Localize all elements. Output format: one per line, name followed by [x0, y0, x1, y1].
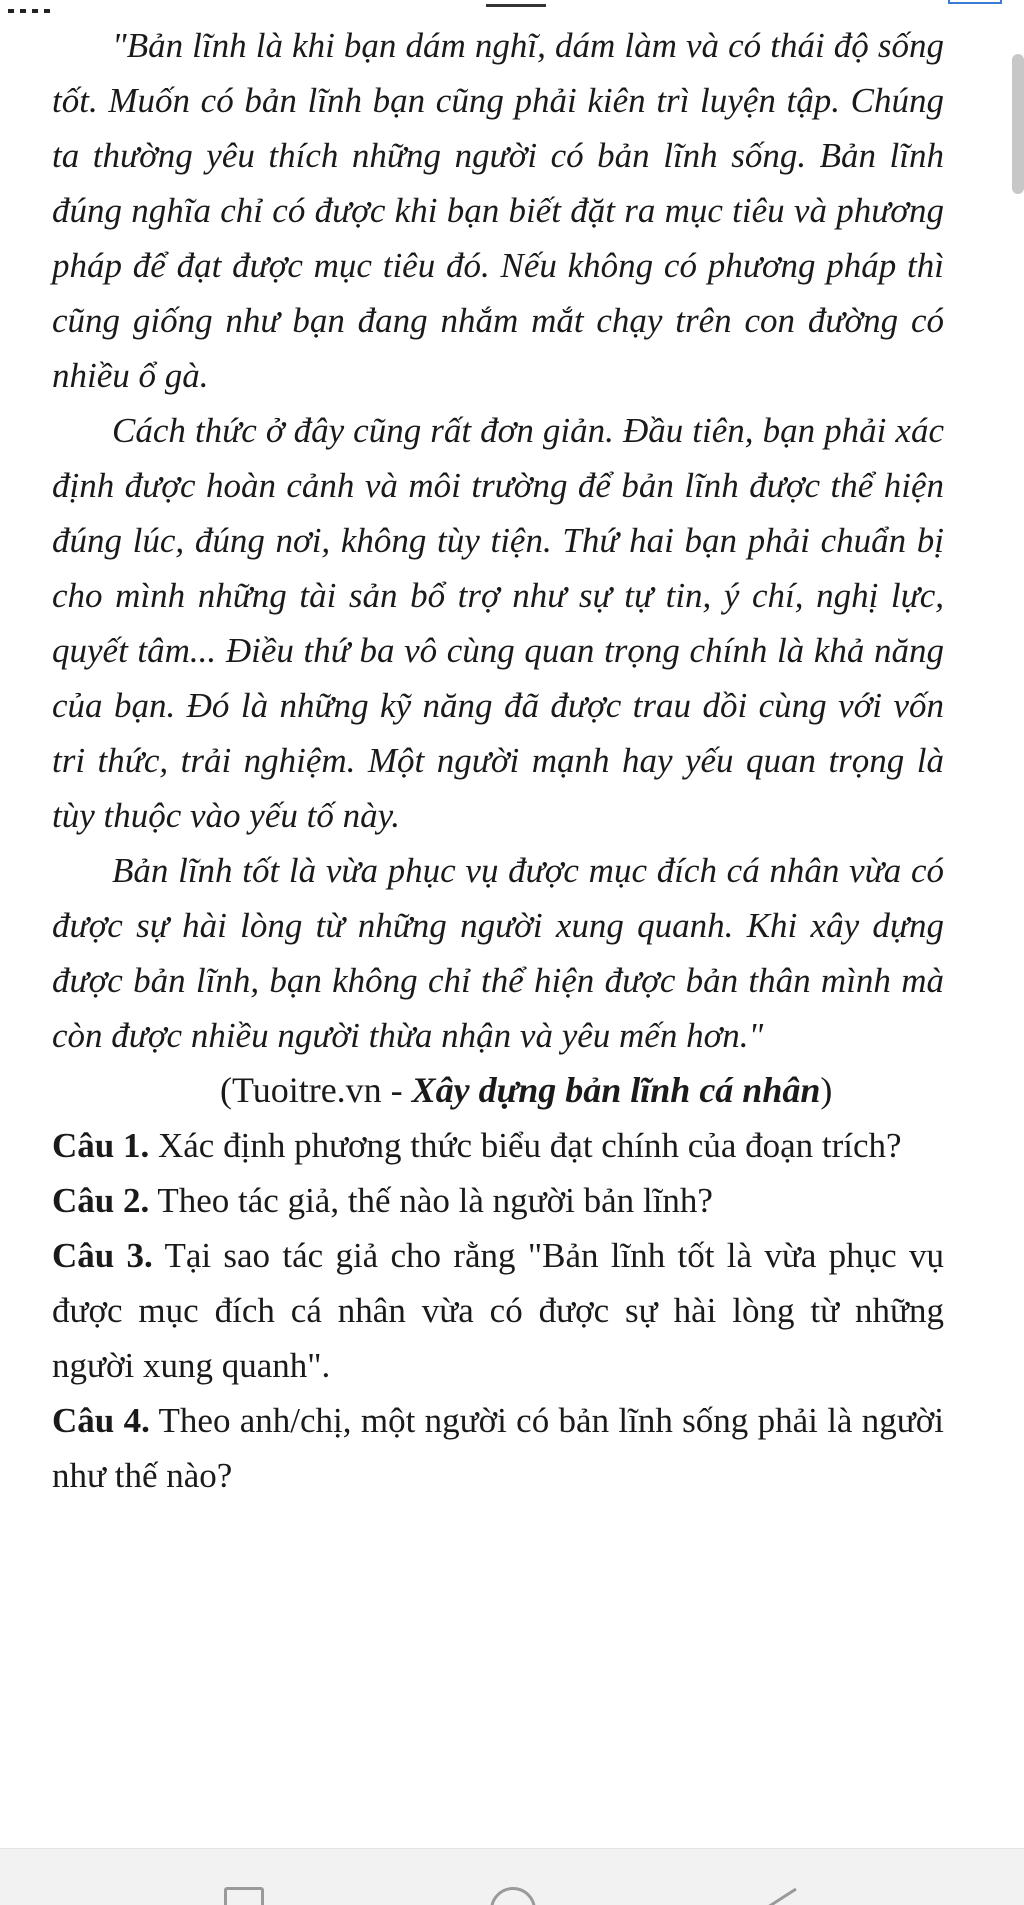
document-page — [0, 18, 1024, 1848]
question-4 — [0, 1393, 1024, 1503]
question-3 — [0, 1228, 1024, 1393]
back-arrow-shape — [762, 1887, 802, 1905]
passage-paragraph-1: "Bản lĩnh là khi bạn dám nghĩ, dám làm và có thái độ sống tốt. Muốn có bản lĩnh bạn cũng phải kiên trì luyện tập. Chúng ta thường yêu thích những người có bản lĩnh sống. Bản lĩnh đúng nghĩa chỉ có được khi bạn biết đặt ra mục tiêu và phương pháp để đạt được mục tiêu đó. Nếu không có phương pháp thì cũng giống như bạn đang nhắm mắt chạy trên con đường có nhiều ổ gà. — [52, 26, 944, 395]
source-title: Xây dựng bản lĩnh cá nhân — [411, 1070, 821, 1110]
passage-paragraph-3: Bản lĩnh tốt là vừa phục vụ được mục đích cá nhân vừa có được sự hài lòng từ những người xung quanh. Khi xây dựng được bản lĩnh, bạn không chỉ thể hiện được bản thân mình mà còn được nhiều người thừa nhận và yêu mến hơn." — [52, 851, 944, 1055]
question-text: Theo tác giả, thế nào là người bản lĩnh? — [149, 1181, 713, 1220]
source-close: ) — [820, 1070, 833, 1110]
question-1 — [0, 1118, 1024, 1173]
question-label: Câu 4. — [52, 1401, 150, 1440]
battery-icon — [948, 0, 1002, 4]
question-label: Câu 3. — [52, 1236, 153, 1275]
passage-paragraph-2: Cách thức ở đây cũng rất đơn giản. Đầu tiên, bạn phải xác định được hoàn cảnh và môi trường để bản lĩnh được thể hiện đúng lúc, đúng nơi, không tùy tiện. Thứ hai bạn phải chuẩn bị cho mình những tài sản bổ trợ như sự tự tin, ý chí, nghị lực, quyết tâm... Điều thứ ba vô cùng quan trọng chính là khả năng của bạn. Đó là những kỹ năng đã được trau dồi cùng với vốn tri thức, trải nghiệm. Một người mạnh hay yếu quan trọng là tùy thuộc vào yếu tố này. — [52, 411, 944, 835]
question-text: Theo anh/chị, một người có bản lĩnh sống phải là người như thế nào? — [52, 1401, 944, 1495]
question-label: Câu 2. — [52, 1181, 150, 1220]
status-bar — [0, 0, 1024, 8]
question-text: Tại sao tác giả cho rằng "Bản lĩnh tốt là vừa phục vụ được mục đích cá nhân vừa có được sự hài lòng từ những người xung quanh". — [52, 1236, 944, 1385]
back-icon[interactable] — [762, 1887, 802, 1905]
source-citation — [0, 1063, 1024, 1118]
system-navigation-bar — [0, 1848, 1024, 1905]
recent-apps-icon[interactable] — [224, 1887, 264, 1905]
home-icon[interactable] — [490, 1887, 536, 1905]
question-text: Xác định phương thức biểu đạt chính của đoạn trích? — [149, 1126, 902, 1165]
status-clock — [486, 0, 546, 7]
signal-icon — [8, 0, 68, 4]
source-open: (Tuoitre.vn - — [220, 1070, 412, 1110]
question-2 — [0, 1173, 1024, 1228]
question-label: Câu 1. — [52, 1126, 150, 1165]
